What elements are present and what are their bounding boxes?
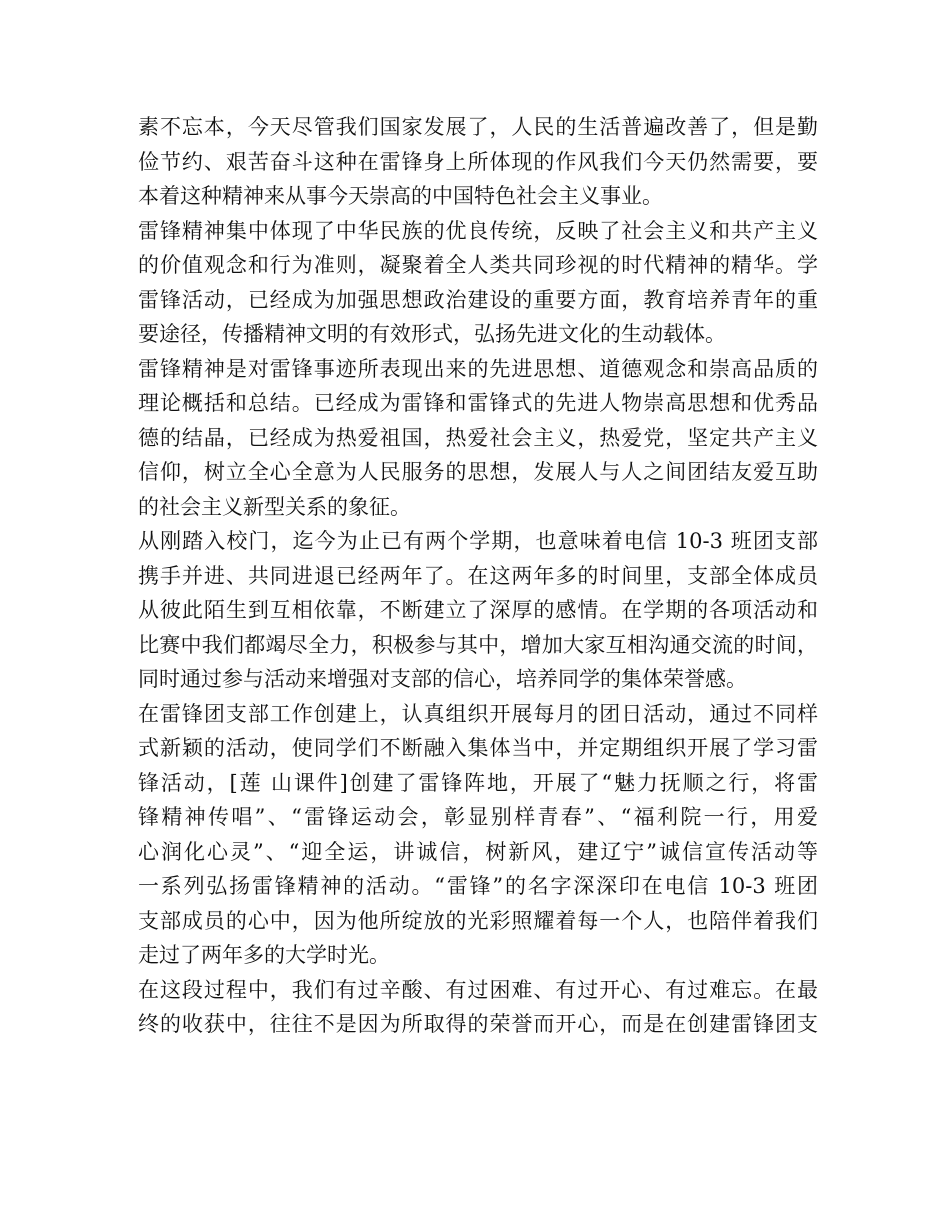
text-line: 素不忘本，今天尽管我们国家发展了，人民的生活普遍改善了，但是勤	[138, 115, 818, 139]
paragraph-2	[138, 214, 818, 352]
text-line: 本着这种精神来从事今天崇高的中国特色社会主义事业。	[138, 184, 663, 208]
text-line: 信仰，树立全心全意为人民服务的思想，发展人与人之间团结友爱互助	[138, 460, 818, 484]
text-line: 要途径，传播精神文明的有效形式，弘扬先进文化的生动载体。	[138, 322, 726, 346]
text-line: 雷锋精神集中体现了中华民族的优良传统，反映了社会主义和共产主义	[138, 218, 818, 243]
text-line: 在雷锋团支部工作创建上，认真组织开展每月的团日活动，通过不同样	[138, 701, 818, 726]
text-line: 锋精神传唱”、“雷锋运动会，彰显别样青春”、“福利院一行，用爱	[138, 805, 818, 829]
text-line: 理论概括和总结。已经成为雷锋和雷锋式的先进人物崇高思想和优秀品	[138, 391, 818, 415]
paragraph-1	[138, 110, 818, 214]
text-line: 德的结晶，已经成为热爱祖国，热爱社会主义，热爱党，坚定共产主义	[138, 425, 818, 450]
text-line: 在这段过程中，我们有过辛酸、有过困难、有过开心、有过难忘。在最	[138, 977, 818, 1002]
text-line: 雷锋精神是对雷锋事迹所表现出来的先进思想、道德观念和崇高品质的	[138, 356, 818, 381]
text-line: 雷锋活动，已经成为加强思想政治建设的重要方面，教育培养青年的重	[138, 287, 818, 312]
text-line: 俭节约、艰苦奋斗这种在雷锋身上所体现的作风我们今天仍然需要，要	[138, 149, 818, 174]
text-line: 心润化心灵”、“迎全运，讲诚信，树新风，建辽宁”诚信宣传活动等	[138, 839, 818, 864]
text-line: 从刚踏入校门，迄今为止已有两个学期，也意味着电信 10-3 班团支部	[138, 529, 818, 553]
paragraph-5	[138, 697, 818, 973]
paragraph-4	[138, 524, 818, 697]
text-line: 从彼此陌生到互相依靠，不断建立了深厚的感情。在学期的各项活动和	[138, 598, 818, 622]
text-line: 终的收获中，往往不是因为所取得的荣誉而开心，而是在创建雷锋团支	[138, 1012, 818, 1036]
text-line: 携手并进、共同进退已经两年了。在这两年多的时间里，支部全体成员	[138, 563, 818, 588]
text-line: 锋活动，[莲 山课件]创建了雷锋阵地，开展了“魅力抚顺之行，将雷	[138, 770, 818, 795]
paragraph-6	[138, 973, 818, 1042]
text-line: 比赛中我们都竭尽全力，积极参与其中，增加大家互相沟通交流的时间，	[138, 632, 818, 657]
text-line: 的社会主义新型关系的象征。	[138, 494, 411, 519]
text-line: 支部成员的心中，因为他所绽放的光彩照耀着每一个人，也陪伴着我们	[138, 908, 818, 933]
text-line: 同时通过参与活动来增强对支部的信心，培养同学的集体荣誉感。	[138, 667, 747, 691]
paragraph-3	[138, 352, 818, 525]
document-body	[138, 110, 818, 1042]
text-line: 走过了两年多的大学时光。	[138, 943, 390, 967]
text-line: 一系列弘扬雷锋精神的活动。“雷锋”的名字深深印在电信 10-3 班团	[138, 874, 818, 898]
text-line: 的价值观念和行为准则，凝聚着全人类共同珍视的时代精神的精华。学	[138, 253, 818, 277]
text-line: 式新颖的活动，使同学们不断融入集体当中，并定期组织开展了学习雷	[138, 736, 818, 760]
